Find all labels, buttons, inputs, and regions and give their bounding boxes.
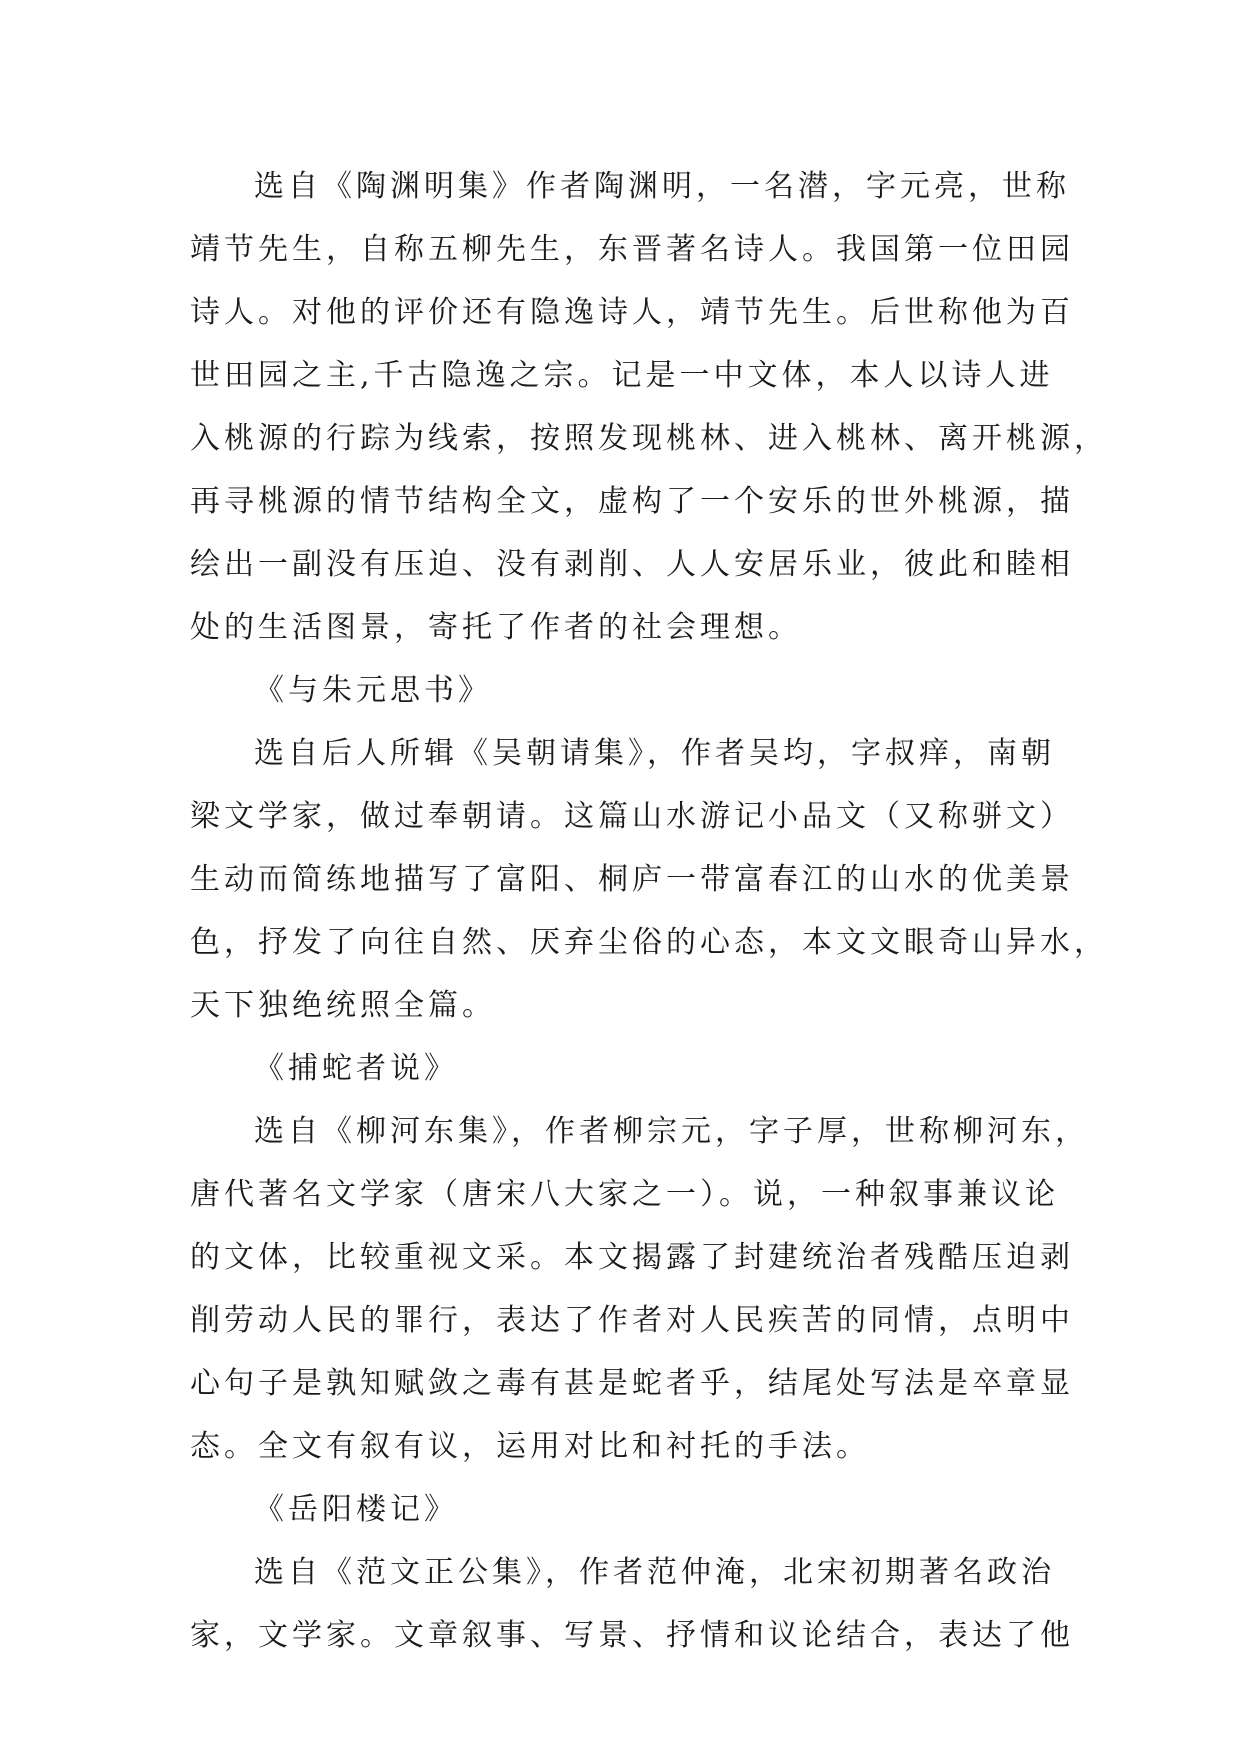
paragraph-line: 绘出一副没有压迫、没有剥削、人人安居乐业，彼此和睦相: [190, 547, 1074, 582]
paragraph-line: 诗人。对他的评价还有隐逸诗人，靖节先生。后世称他为百: [190, 295, 1074, 330]
paragraph-line: 选自《范文正公集》，作者范仲淹，北宋初期著名政治: [254, 1555, 1055, 1590]
paragraph-line: 态。全文有叙有议，运用对比和衬托的手法。: [190, 1429, 870, 1464]
paragraph-line: 天下独绝统照全篇。: [190, 988, 496, 1023]
paragraph-line: 选自《陶渊明集》作者陶渊明，一名潜，字元亮，世称: [254, 169, 1070, 204]
section-heading: 《与朱元思书》: [254, 673, 492, 708]
paragraph-line: 家，文学家。文章叙事、写景、抒情和议论结合，表达了他: [190, 1618, 1074, 1653]
section-heading: 《捕蛇者说》: [254, 1051, 458, 1086]
paragraph-line: 心句子是孰知赋敛之毒有甚是蛇者乎，结尾处写法是卒章显: [190, 1366, 1074, 1401]
paragraph-line: 梁文学家，做过奉朝请。这篇山水游记小品文（又称骈文）: [190, 799, 1074, 834]
paragraph-line: 削劳动人民的罪行，表达了作者对人民疾苦的同情，点明中: [190, 1303, 1074, 1338]
paragraph-line: 生动而简练地描写了富阳、桐庐一带富春江的山水的优美景: [190, 862, 1074, 897]
section-heading: 《岳阳楼记》: [254, 1492, 458, 1527]
document-body: [190, 155, 1108, 1667]
paragraph-line: 入桃源的行踪为线索，按照发现桃林、进入桃林、离开桃源，: [190, 421, 1108, 456]
paragraph-line: 的文体，比较重视文采。本文揭露了封建统治者残酷压迫剥: [190, 1240, 1074, 1275]
paragraph-line: 再寻桃源的情节结构全文，虚构了一个安乐的世外桃源，描: [190, 484, 1074, 519]
paragraph-line: 唐代著名文学家（唐宋八大家之一）。说，一种叙事兼议论: [190, 1177, 1059, 1212]
paragraph-line: 色，抒发了向往自然、厌弃尘俗的心态，本文文眼奇山异水，: [190, 925, 1108, 960]
paragraph-line: 选自后人所辑《吴朝请集》，作者吴均，字叔痒，南朝: [254, 736, 1055, 771]
paragraph-line: 世田园之主,千古隐逸之宗。记是一中文体，本人以诗人进: [190, 358, 1054, 393]
paragraph-line: 处的生活图景，寄托了作者的社会理想。: [190, 610, 802, 645]
paragraph-line: 选自《柳河东集》，作者柳宗元，字子厚，世称柳河东，: [254, 1114, 1089, 1149]
paragraph-line: 靖节先生，自称五柳先生，东晋著名诗人。我国第一位田园: [190, 232, 1074, 267]
